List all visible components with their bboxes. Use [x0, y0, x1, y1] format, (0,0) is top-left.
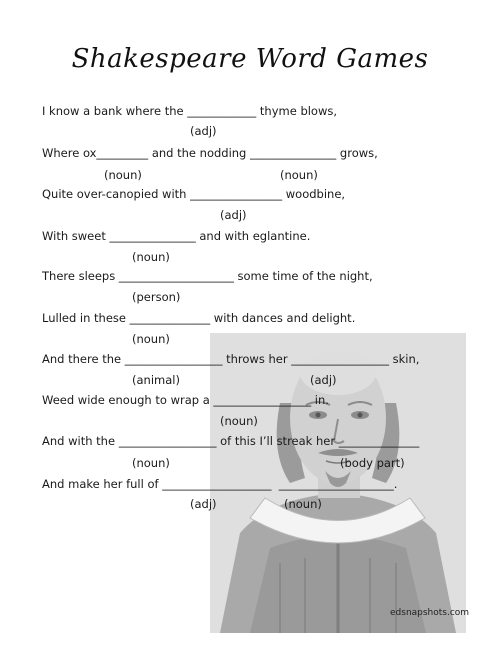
hint-noun: (noun): [132, 250, 170, 264]
poem-line-8: Weed wide enough to wrap a _________________ in.: [42, 393, 329, 407]
poem-line-7: And there the _________________ throws her _________________ skin,: [42, 352, 420, 366]
hint-noun: (noun): [284, 497, 322, 511]
hint-animal: (animal): [132, 373, 180, 387]
poem-line-9: And with the _________________ of this I’ll streak her ______________: [42, 434, 420, 448]
hint-noun: (noun): [280, 168, 318, 182]
hint-noun: (noun): [132, 332, 170, 346]
poem-line-5: There sleeps ____________________ some time of the night,: [42, 269, 373, 283]
hint-noun: (noun): [104, 168, 142, 182]
hint-person: (person): [132, 290, 181, 304]
hint-noun: (noun): [220, 414, 258, 428]
poem-line-2: Where ox_________ and the nodding _______________ grows,: [42, 146, 378, 160]
hint-adj: (adj): [190, 124, 217, 138]
hint-adj: (adj): [310, 373, 337, 387]
hint-noun: (noun): [132, 456, 170, 470]
hint-adj: (adj): [190, 497, 217, 511]
footer-credit: edsnapshots.com: [390, 608, 470, 618]
poem-line-1: I know a bank where the ____________ thyme blows,: [42, 104, 338, 118]
page-title: Shakespeare Word Games: [71, 44, 429, 74]
hint-body-part: (body part): [340, 456, 405, 470]
hint-adj: (adj): [220, 208, 247, 222]
poem-line-4: With sweet _______________ and with eglantine.: [42, 229, 311, 243]
poem-line-3: Quite over-canopied with ________________ woodbine,: [42, 187, 346, 201]
poem-line-6: Lulled in these ______________ with dances and delight.: [42, 311, 356, 325]
poem-line-10: And make her full of ___________________ ____________________.: [42, 477, 398, 491]
